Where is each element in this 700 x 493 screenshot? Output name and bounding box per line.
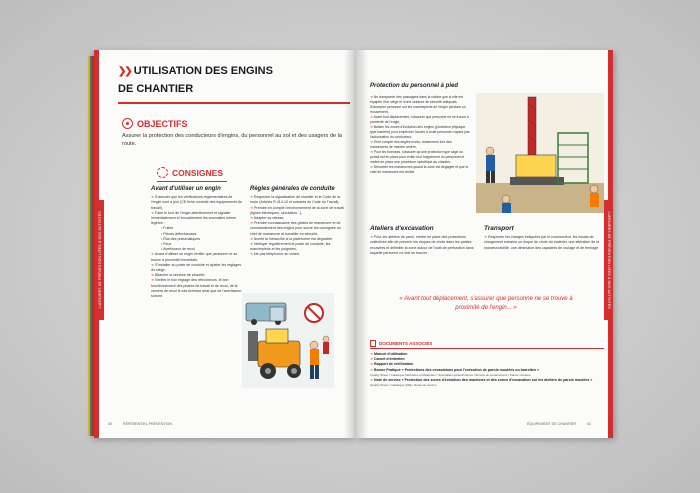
protection-list: [370, 95, 470, 175]
footer-label: RÉFÉRENTIEL PRÉVENTION: [123, 422, 172, 426]
objectifs-label: OBJECTIFS: [137, 118, 188, 129]
page-title: [118, 65, 273, 95]
title-line-2: DE CHANTIER: [118, 83, 194, 95]
list-item: ➜ Démarrer les manœuvres quand la zone est dégagée et que le chef de manœuvre est visible.: [370, 165, 469, 174]
column-heading: Avant d'utiliser un engin: [151, 186, 221, 192]
documents-divider: [370, 348, 604, 349]
forklift-illustration: [242, 293, 334, 388]
transport-section: [484, 226, 604, 251]
list-item: ➜ Vérifier le bon réglage des rétroviseurs, le bon fonctionnement des phares de travail et de recul, de la caméra de recul le cas échéant ainsi que de l'avertisseur sonore.: [151, 278, 242, 299]
side-tab-left: 1-MESURES DE PRÉVENTION LIÉES À NOS ACTIVITÉS: [95, 200, 104, 320]
documents-list: [370, 352, 604, 388]
list-item: ➜ Ne transporter des passagers dans la cabine que si elle est équipée d'un siège et d'une ceinture de sécurité adéquats. N'accepter personne sur les marchepieds de l'engin pendant un mouvement,: [370, 95, 466, 114]
gear-icon: [157, 167, 168, 178]
document-icon: [370, 340, 376, 347]
transport-heading: Transport: [484, 225, 514, 232]
page-number: 41: [587, 422, 591, 426]
consignes-divider: [157, 181, 227, 182]
column-heading: Règles générales de conduite: [250, 186, 335, 192]
page-number: 40: [108, 422, 112, 426]
drilling-rig-illustration: [476, 93, 604, 213]
page-footer: [527, 422, 591, 426]
list-item: ➜ Respecter la signalisation de chantier et le Code de la route (Articles R.414-10 et suivants du Code du Travail),: [250, 195, 340, 205]
list-item: ➜ Avant d'utiliser un engin vérifier que personne ne se trouve à proximité immédiate,: [151, 252, 238, 262]
side-tab-right: 1-MESURES DE PRÉVENTION LIÉES À NOS ACTIVITÉS: [604, 200, 613, 320]
consignes-label: CONSIGNES: [172, 167, 224, 178]
list-item: ➜ Tenir compte des angles morts, notamment lors des manœuvres de marche arrière,: [370, 140, 452, 149]
ateliers-text: ➜ Pour les ateliers de paroi, mettre en place des protections collectives afin de prévenir les risques de chute dans les parties excavées et délimiter la zone autour de l'outil de perforation dans laquelle personne ne doit se trouver.: [370, 235, 474, 255]
objectifs-text: Assurer la protection des conducteurs d'engins, du personnel au sol et des usagers de la route.: [122, 133, 342, 147]
target-icon: [122, 118, 133, 129]
transport-text: ➜ Respecter les charges indiquées par le constructeur, les essais de chargement entraîne un risque de chute du matériel, une altération de la manœuvrabilité, une diminution des capacités de roulage et de freinage.: [484, 235, 600, 250]
consignes-heading: [157, 167, 223, 178]
list-subitem: • Avertisseur de recul: [161, 247, 195, 252]
book-spine: [344, 50, 368, 438]
list-item: ➜ Prendre en compte l'environnement de la zone de travail (lignes électriques, circulation...),: [250, 205, 344, 215]
title-line-1: UTILISATION DES ENGINS: [133, 65, 273, 77]
pull-quote: « Avant tout déplacement, s'assurer que personne ne se trouve à proximité de l'engin... »: [399, 296, 573, 311]
list-item: ➜ Avertir la hiérarchie si la plateforme est dégradée,: [250, 236, 334, 241]
list-item: ➜ Attacher la ceinture de sécurité,: [151, 273, 206, 278]
double-chevron-icon: ❯❯: [118, 65, 131, 77]
documents-heading: [370, 340, 432, 347]
objectifs-heading: [122, 118, 188, 129]
list-item: ➜ Manuel d'utilisation: [370, 352, 408, 356]
list-item: ➜ Baliser les zones d'évolution des engins (protection physique type barrière) pour empêcher l'accès à toute personne n'ayant pas l'autorisation du conducteur,: [370, 125, 470, 139]
list-item: ➜ Pour les foreuses, s'assurer qu'une protection type cage ou portail est en place pour éviter tout happement du personnel et mettre en place une procédure spécifique au chantier,: [370, 150, 465, 164]
list-item: ➜ Avant tout déplacement, s'assurer que personne ne se trouve à proximité de l'engin,: [370, 115, 469, 124]
footer-label: ÉQUIPEMENT DE CHANTIER: [526, 422, 576, 426]
protection-heading: Protection du personnel à pied: [370, 83, 459, 89]
list-subitem: • Fuites: [161, 226, 174, 231]
column-avant-utiliser: [151, 187, 243, 299]
documents-label: DOCUMENTS ASSOCIÉS: [379, 341, 433, 346]
list-item: ➜ Note de service « Protection des zones d'évolution des machines et des zones d'excavation sur les ateliers de parois moulées » Quality Street / Catalogue QSE / Notes de service: [370, 378, 593, 388]
list-item: ➜ Prendre connaissance des gestes de manœuvre et de commandement des engins pour suivre les consignes du chef de manœuvre et travailler en sécurité,: [250, 221, 341, 236]
list-subitem: • État des pneumatiques: [161, 236, 201, 241]
ateliers-heading: Ateliers d'excavation: [370, 225, 434, 232]
column-regles-conduite: [250, 187, 344, 258]
list-item: ➜ Rapport de vérification: [370, 362, 414, 367]
list-subitem: • Feux: [161, 242, 172, 247]
list-item: ➜ Carnet d'entretien: [370, 357, 405, 362]
list-item: ➜ S'assurer que les vérifications réglementaires de l'engin sont à jour (CE fiche contrôle des équipements de travail),: [151, 195, 242, 210]
list-item: ➜ Faire le tour de l'engin attentivement et signaler immédiatement à l'encadrement les anomalies même légères :: [151, 210, 236, 226]
list-item: ➜ Bonne Pratique « Protections des excavations pour l'exécution de parois moulées ou barrettes » Quality Street / Catalogue Méthodes et Matériaux / Spécialités géotechniques / Écrans de soutènement / Parois moulées: [370, 367, 540, 377]
list-item: ➜ Nettoyer régulièrement le poste de conduite, les marchepieds et les poignées,: [250, 242, 331, 252]
right-page: [356, 50, 613, 438]
list-item: ➜ Ne pas téléphoner au volant.: [250, 252, 300, 257]
page-footer: [108, 422, 172, 426]
open-brochure: [86, 50, 621, 438]
left-page: [94, 50, 356, 438]
title-divider: [118, 102, 350, 104]
list-item: ➜ S'installer au poste de conduite et ajuster les réglages du siège,: [151, 262, 242, 273]
ateliers-section: [370, 226, 480, 256]
list-item: ➜ Adapter sa vitesse,: [250, 216, 285, 221]
list-subitem: • Pièces défectueuses: [161, 231, 197, 236]
